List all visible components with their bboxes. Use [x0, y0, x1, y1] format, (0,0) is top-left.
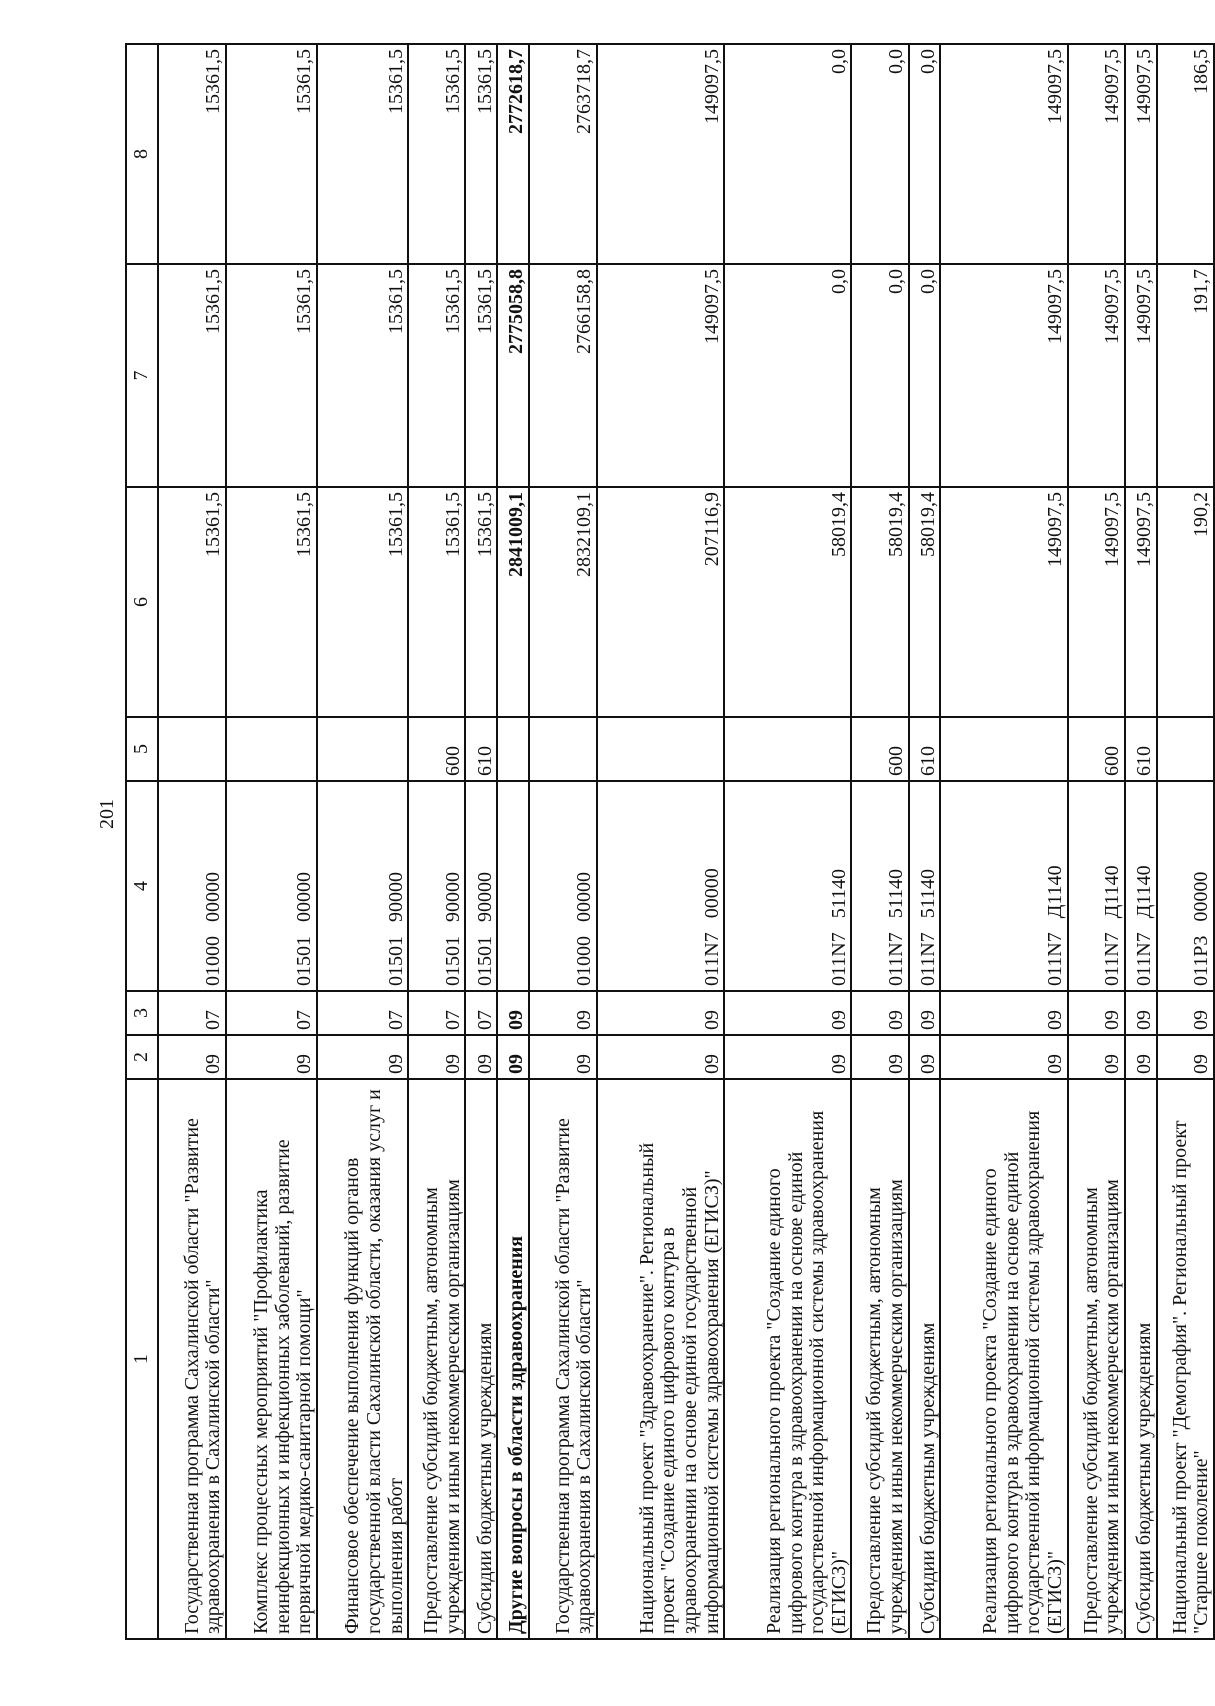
- table-row: [465, 44, 497, 1639]
- csr-direction: 00000: [573, 872, 596, 922]
- amount-col6: 15361,5: [408, 487, 465, 717]
- subsection-code: 07: [226, 991, 317, 1035]
- row-name: Предоставление субсидий бюджетным, автономным учреждениям и иным некоммерческим организациям: [408, 1079, 465, 1639]
- subsection-code: 07: [317, 991, 408, 1035]
- amount-col6: 149097,5: [940, 487, 1067, 717]
- section-code: 09: [851, 1035, 908, 1079]
- csr-direction: 51140: [827, 869, 850, 919]
- csr-program: 01501: [384, 936, 407, 986]
- amount-col8: 149097,5: [597, 44, 724, 264]
- section-code: 09: [465, 1035, 497, 1079]
- amount-col7: 149097,5: [1125, 264, 1157, 487]
- col-header: 3: [126, 991, 158, 1035]
- csr-program: 011N7: [700, 932, 723, 986]
- subsection-code: 09: [940, 991, 1067, 1035]
- target-article-code: [940, 781, 1067, 991]
- csr-program: 01000: [202, 936, 225, 986]
- target-article-code: [1157, 781, 1214, 991]
- section-code: 09: [1157, 1035, 1214, 1079]
- table-row: [1157, 44, 1214, 1639]
- csr-direction: 00000: [700, 868, 723, 919]
- col-header: 4: [126, 781, 158, 991]
- budget-table: [125, 43, 1215, 1640]
- amount-col6: 2832109,1: [529, 487, 597, 717]
- col-header: 5: [126, 717, 158, 781]
- col-header: 6: [126, 487, 158, 717]
- subsection-code: 09: [597, 991, 724, 1035]
- table-row-section-total: [497, 44, 529, 1639]
- amount-col7: 15361,5: [408, 264, 465, 487]
- table-row: [724, 44, 851, 1639]
- amount-col7: 15361,5: [465, 264, 497, 487]
- amount-col8: 186,5: [1157, 44, 1214, 264]
- expense-type-code: [597, 717, 724, 781]
- section-code: 09: [497, 1035, 529, 1079]
- expense-type-code: [724, 717, 851, 781]
- amount-col8: 2772618,7: [497, 44, 529, 264]
- subsection-code: 07: [408, 991, 465, 1035]
- expense-type-code: 600: [1068, 717, 1125, 781]
- amount-col8: 0,0: [909, 44, 941, 264]
- csr-program: 01501: [473, 936, 496, 986]
- section-code: 09: [158, 1035, 226, 1079]
- amount-col6: 149097,5: [1068, 487, 1125, 717]
- amount-col6: 15361,5: [158, 487, 226, 717]
- amount-col7: 0,0: [724, 264, 851, 487]
- expense-type-code: [1157, 717, 1214, 781]
- table-row: [1068, 44, 1125, 1639]
- section-code: 09: [597, 1035, 724, 1079]
- amount-col7: 2775058,8: [497, 264, 529, 487]
- table-row: [940, 44, 1067, 1639]
- target-article-code: [724, 781, 851, 991]
- expense-type-code: 610: [1125, 717, 1157, 781]
- amount-col7: 15361,5: [317, 264, 408, 487]
- subsection-code: 09: [851, 991, 908, 1035]
- csr-direction: 00000: [293, 872, 316, 922]
- expense-type-code: [317, 717, 408, 781]
- row-name: Национальный проект "Демография". Региональный проект "Старшее поколение": [1157, 1079, 1214, 1639]
- subsection-code: 09: [529, 991, 597, 1035]
- amount-col7: 0,0: [909, 264, 941, 487]
- csr-direction: Д1140: [1043, 865, 1066, 919]
- subsection-code: 09: [1068, 991, 1125, 1035]
- row-name: Предоставление субсидий бюджетным, автономным учреждениям и иным некоммерческим организациям: [851, 1079, 908, 1639]
- target-article-code: [158, 781, 226, 991]
- section-code: 09: [909, 1035, 941, 1079]
- expense-type-code: 600: [408, 717, 465, 781]
- row-name: Реализация регионального проекта "Создание единого цифрового контура в здравоохранении на основе единой государственной информационной системы здравоохранения (ЕГИСЗ)": [724, 1079, 851, 1639]
- row-name: Национальный проект "Здравоохранение". Региональный проект "Создание единого цифрового контура в здравоохранении на основе единой государственной информационной системы здравоохранения (ЕГИСЗ)": [597, 1079, 724, 1639]
- amount-col8: 15361,5: [317, 44, 408, 264]
- csr-program: 011N7: [827, 932, 850, 986]
- amount-col6: 2841009,1: [497, 487, 529, 717]
- table-body: [158, 44, 1214, 1639]
- csr-program: 011N7: [884, 932, 907, 986]
- csr-program: 011N7: [1101, 932, 1124, 986]
- amount-col6: 15361,5: [226, 487, 317, 717]
- section-code: 09: [529, 1035, 597, 1079]
- amount-col6: 15361,5: [317, 487, 408, 717]
- target-article-code: [408, 781, 465, 991]
- expense-type-code: [497, 717, 529, 781]
- csr-program: 011N7: [916, 932, 939, 986]
- amount-col6: 58019,4: [909, 487, 941, 717]
- expense-type-code: 610: [909, 717, 941, 781]
- table-row: [597, 44, 724, 1639]
- amount-col8: 149097,5: [940, 44, 1067, 264]
- subsection-code: 09: [1125, 991, 1157, 1035]
- row-name: Субсидии бюджетным учреждениям: [1125, 1079, 1157, 1639]
- subsection-code: 09: [724, 991, 851, 1035]
- target-article-code: [1125, 781, 1157, 991]
- expense-type-code: [529, 717, 597, 781]
- target-article-code: [851, 781, 908, 991]
- amount-col8: 0,0: [724, 44, 851, 264]
- row-name: Государственная программа Сахалинской области "Развитие здравоохранения в Сахалинской области": [529, 1079, 597, 1639]
- row-name: Государственная программа Сахалинской области "Развитие здравоохранения в Сахалинской области": [158, 1079, 226, 1639]
- amount-col7: 15361,5: [158, 264, 226, 487]
- target-article-code: [1068, 781, 1125, 991]
- section-code: 09: [1125, 1035, 1157, 1079]
- csr-direction: 90000: [473, 872, 496, 922]
- csr-program: 01501: [293, 936, 316, 986]
- csr-program: 011P3: [1190, 935, 1213, 986]
- section-code: 09: [226, 1035, 317, 1079]
- amount-col8: 2763718,7: [529, 44, 597, 264]
- amount-col8: 149097,5: [1125, 44, 1157, 264]
- amount-col7: 149097,5: [597, 264, 724, 487]
- expense-type-code: [226, 717, 317, 781]
- amount-col6: 58019,4: [851, 487, 908, 717]
- csr-direction: 51140: [916, 869, 939, 919]
- table-row: [408, 44, 465, 1639]
- csr-direction: 51140: [884, 869, 907, 919]
- table-row: [226, 44, 317, 1639]
- header-row: [126, 44, 158, 1639]
- amount-col7: 0,0: [851, 264, 908, 487]
- table-row: [909, 44, 941, 1639]
- amount-col7: 15361,5: [226, 264, 317, 487]
- target-article-code: [597, 781, 724, 991]
- amount-col8: 15361,5: [408, 44, 465, 264]
- amount-col7: 191,7: [1157, 264, 1214, 487]
- csr-direction: 90000: [441, 872, 464, 922]
- target-article-code: [909, 781, 941, 991]
- csr-direction: 90000: [384, 872, 407, 922]
- row-name: Другие вопросы в области здравоохранения: [497, 1079, 529, 1639]
- csr-direction: Д1140: [1101, 865, 1124, 919]
- subsection-code: 07: [465, 991, 497, 1035]
- csr-program: 011N7: [1133, 932, 1156, 986]
- amount-col8: 15361,5: [158, 44, 226, 264]
- expense-type-code: 600: [851, 717, 908, 781]
- amount-col7: 149097,5: [1068, 264, 1125, 487]
- amount-col6: 15361,5: [465, 487, 497, 717]
- amount-col7: 2766158,8: [529, 264, 597, 487]
- amount-col6: 149097,5: [1125, 487, 1157, 717]
- target-article-code: [497, 781, 529, 991]
- amount-col6: 58019,4: [724, 487, 851, 717]
- amount-col8: 15361,5: [226, 44, 317, 264]
- csr-direction: Д1140: [1133, 865, 1156, 919]
- rotated-table-container: [125, 45, 1215, 1640]
- col-header: 1: [126, 1079, 158, 1639]
- table-row: [851, 44, 908, 1639]
- amount-col6: 207116,9: [597, 487, 724, 717]
- section-code: 09: [724, 1035, 851, 1079]
- table-row: [158, 44, 226, 1639]
- csr-program: 01501: [441, 936, 464, 986]
- row-name: Предоставление субсидий бюджетным, автономным учреждениям и иным некоммерческим организациям: [1068, 1079, 1125, 1639]
- expense-type-code: [940, 717, 1067, 781]
- row-name: Субсидии бюджетным учреждениям: [465, 1079, 497, 1639]
- section-code: 09: [1068, 1035, 1125, 1079]
- row-name: Финансовое обеспечение выполнения функций органов государственной власти Сахалинской области, оказания услуг и выполнения работ: [317, 1079, 408, 1639]
- target-article-code: [465, 781, 497, 991]
- csr-direction: 00000: [1190, 871, 1213, 922]
- col-header: 7: [126, 264, 158, 487]
- table-row: [529, 44, 597, 1639]
- row-name: Реализация регионального проекта "Создание единого цифрового контура в здравоохранении на основе единой государственной информационной системы здравоохранения (ЕГИСЗ)": [940, 1079, 1067, 1639]
- amount-col8: 15361,5: [465, 44, 497, 264]
- subsection-code: 09: [1157, 991, 1214, 1035]
- table-row: [317, 44, 408, 1639]
- subsection-code: 07: [158, 991, 226, 1035]
- target-article-code: [226, 781, 317, 991]
- section-code: 09: [408, 1035, 465, 1079]
- subsection-code: 09: [909, 991, 941, 1035]
- target-article-code: [529, 781, 597, 991]
- amount-col8: 149097,5: [1068, 44, 1125, 264]
- col-header: 2: [126, 1035, 158, 1079]
- amount-col7: 149097,5: [940, 264, 1067, 487]
- expense-type-code: 610: [465, 717, 497, 781]
- row-name: Субсидии бюджетным учреждениям: [909, 1079, 941, 1639]
- subsection-code: 09: [497, 991, 529, 1035]
- csr-program: 01000: [573, 936, 596, 986]
- section-code: 09: [317, 1035, 408, 1079]
- csr-direction: 00000: [202, 872, 225, 922]
- row-name: Комплекс процессных мероприятий "Профилактика неинфекционных и инфекционных заболеваний, развитие первичной медико-санитарной помощи": [226, 1079, 317, 1639]
- csr-program: 011N7: [1043, 932, 1066, 986]
- section-code: 09: [940, 1035, 1067, 1079]
- amount-col6: 190,2: [1157, 487, 1214, 717]
- target-article-code: [317, 781, 408, 991]
- table-row: [1125, 44, 1157, 1639]
- expense-type-code: [158, 717, 226, 781]
- page-number: 201: [96, 799, 118, 829]
- col-header: 8: [126, 44, 158, 264]
- amount-col8: 0,0: [851, 44, 908, 264]
